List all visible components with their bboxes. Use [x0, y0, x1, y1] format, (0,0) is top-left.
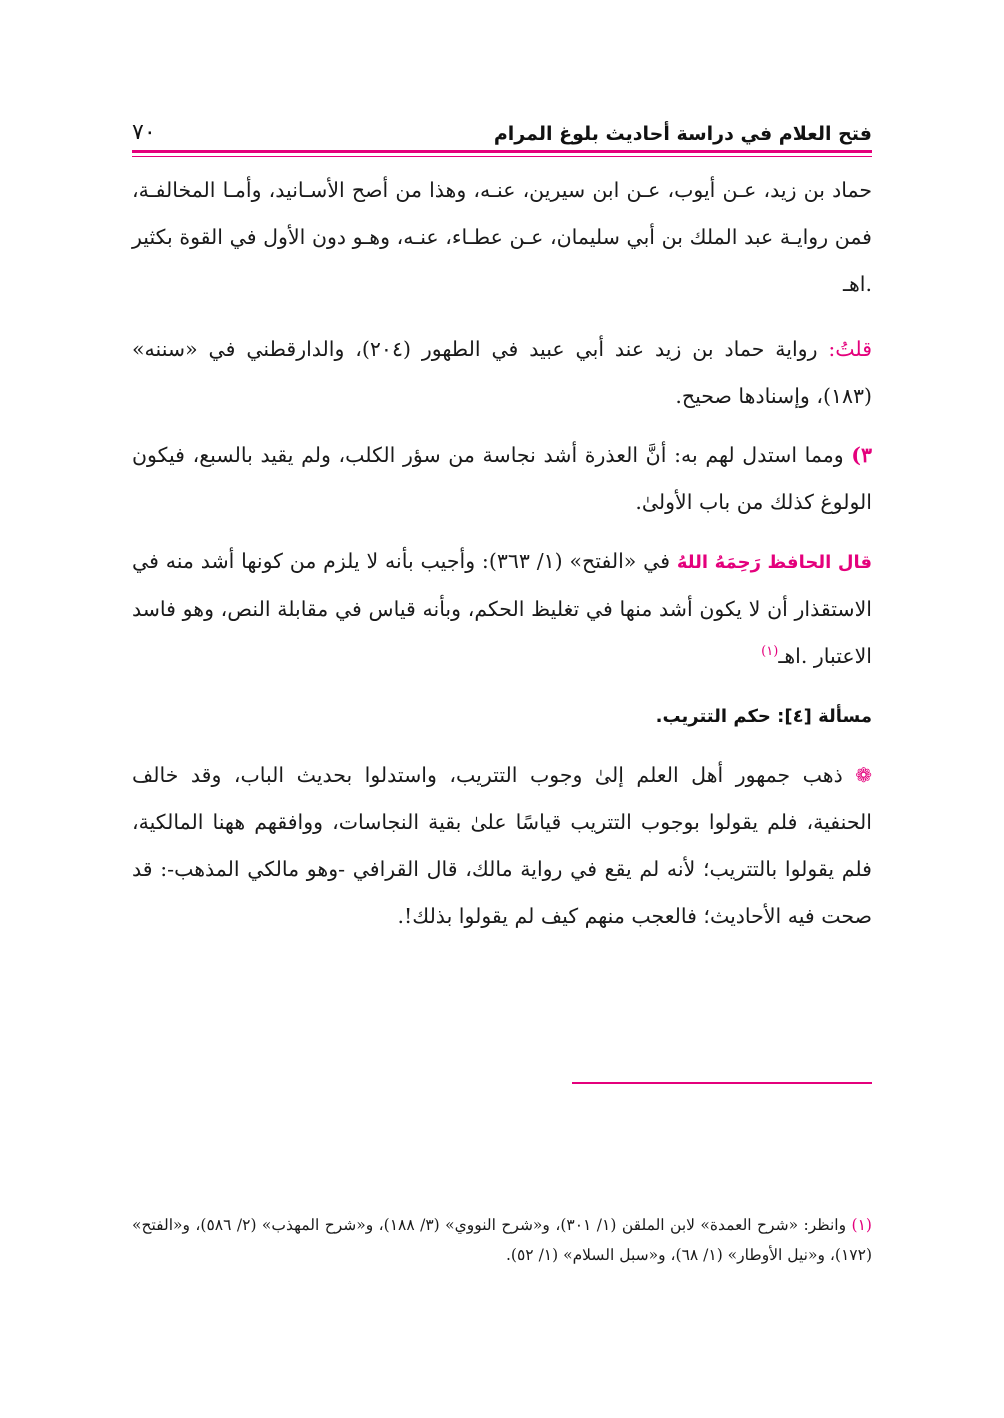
hafiz-lead: قال الحافظ رَحِمَهُ اللهُ [676, 552, 873, 573]
document-page [132, 110, 872, 1310]
footnote-ref-1[interactable]: (١) [761, 644, 779, 660]
footnote-1-text: وانظر: «شرح العمدة» لابن الملقن (١/ ٣٠١)، و«شرح النووي» (٣/ ١٨٨)، و«شرح المهذب» (٢/ ٥٨٦)، و«الفتح» (١٧٢)، و«نيل الأوطار» (١/ ٦٨)، و«سبل السلام» (١/ ٥٢). [132, 1216, 872, 1264]
body-text [132, 167, 872, 940]
masala-heading: مسألة [٤]: حكم التتريب. [655, 706, 872, 727]
paragraph-4 [132, 538, 872, 680]
paragraph-2 [132, 326, 872, 420]
header-rule-thin [132, 156, 872, 157]
point-number-3: ٣) [851, 443, 872, 467]
running-title: فتح العلام في دراسة أحاديث بلوغ المرام [493, 123, 872, 145]
paragraph-5-text: ذهب جمهور أهل العلم إلىٰ وجوب التتريب، واستدلوا بحديث الباب، وقد خالف الحنفية، فلم يقولوا بوجوب التتريب قياسًا علىٰ بقية النجاسات، ووافقهم ههنا المالكية، فلم يقولوا بالتتريب؛ لأنه لم يقع في رواية مالك، قال القرافي -وهو مالكي المذهب-: قد صحت فيه الأحاديث؛ فالعجب منهم كيف لم يقولوا بذلك!. [132, 763, 872, 928]
page-header [132, 110, 872, 150]
paragraph-1 [132, 167, 872, 308]
paragraph-5 [132, 752, 872, 940]
footnote-separator [572, 1082, 872, 1084]
paragraph-1-text: حماد بن زيد، عـن أيوب، عـن ابن سيرين، عنـه، وهذا من أصح الأسـانيد، وأمـا المخالفـة، فمن روايـة عبد الملك بن أبي سليمان، عـن عطـاء، عنـه، وهـو دون الأول في القوة بكثير .اهـ [132, 178, 872, 296]
footnotes [132, 1210, 872, 1270]
paragraph-2-text: رواية حماد بن زيد عند أبي عبيد في الطهور (٢٠٤)، والدارقطني في «سننه» (١٨٣)، وإسنادها صحيح. [132, 337, 872, 408]
page-number: ٧٠ [132, 120, 156, 145]
flower-ornament-icon: ❁ [855, 763, 872, 787]
section-heading [132, 692, 872, 740]
paragraph-3-text: ومما استدل لهم به: أنَّ العذرة أشد نجاسة من سؤر الكلب، ولم يقيد بالسبع، فيكون الولوغ كذلك من باب الأولىٰ. [132, 443, 872, 514]
paragraph-3 [132, 432, 872, 526]
footnote-number-1: (١) [851, 1216, 872, 1234]
header-rule-thick [132, 150, 872, 153]
qultu-lead: قلتُ: [828, 337, 872, 361]
paragraph-4-text: في «الفتح» (١/ ٣٦٣): وأجيب بأنه لا يلزم من كونها أشد منه في الاستقذار أن لا يكون أشد منها في تغليظ الحكم، وبأنه قياس في مقابلة النص، وهو فاسد الاعتبار .اهـ [132, 549, 872, 668]
